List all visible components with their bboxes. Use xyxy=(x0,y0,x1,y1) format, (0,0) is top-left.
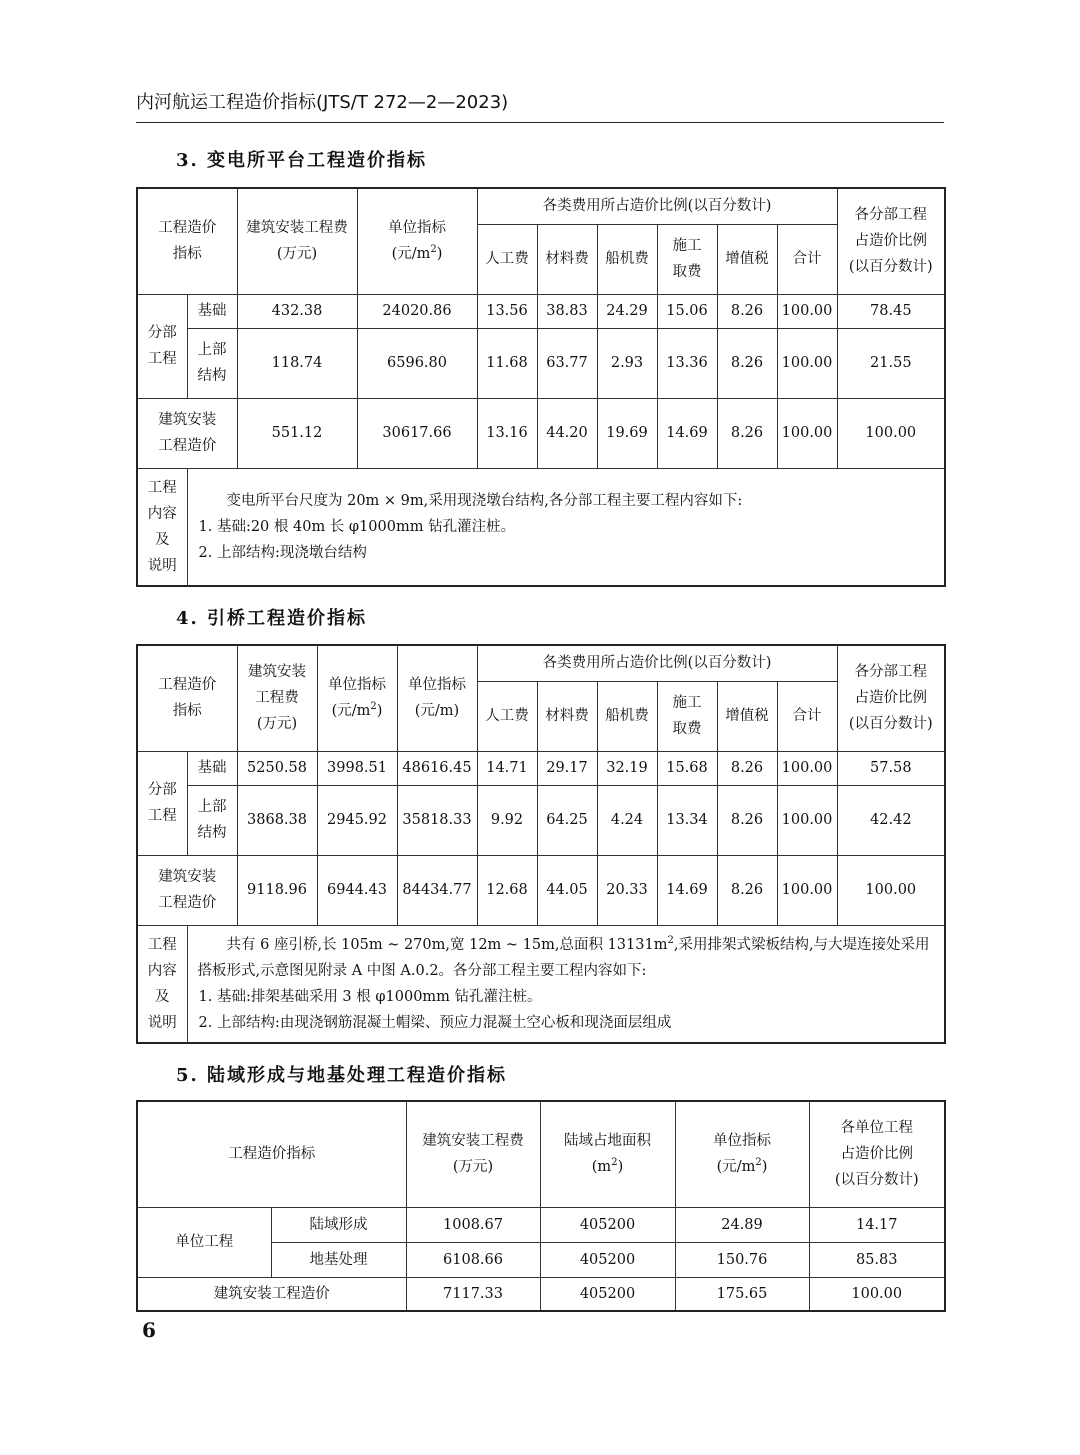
cell-machine: 2.93 xyxy=(597,328,657,398)
cell-cost: 551.12 xyxy=(237,398,357,468)
table-total-row xyxy=(137,1277,945,1311)
header-vat: 增值税 xyxy=(717,681,777,751)
cell-fee: 14.69 xyxy=(657,398,717,468)
cell-material: 44.20 xyxy=(537,398,597,468)
table-row xyxy=(137,751,945,785)
notes-text xyxy=(187,925,945,1043)
cell-total: 100.00 xyxy=(777,785,837,855)
header-total: 合计 xyxy=(777,224,837,294)
section-4-title: 4. 引桥工程造价指标 xyxy=(176,608,368,629)
cell-area: 405200 xyxy=(540,1207,675,1242)
cell-material: 63.77 xyxy=(537,328,597,398)
notes-line: 共有 6 座引桥,长 105m ~ 270m,宽 12m ~ 15m,总面积 $13131m^2$,采用排架式梁板结构,与大堤连接处采用搭板形式,示意图见附录 A 中图 A.0.2。各分部工程主要工程内容如下: xyxy=(197,934,930,979)
cell-total: 100.00 xyxy=(777,751,837,785)
section-3-title: 3. 变电所平台工程造价指标 xyxy=(176,150,428,171)
header-cost-ratio-group: 各类费用所占造价比例(以百分数计) xyxy=(477,188,837,224)
cell-cost: 432.38 xyxy=(237,294,357,328)
cell-labor: 11.68 xyxy=(477,328,537,398)
cell-fee: 15.06 xyxy=(657,294,717,328)
cell-cost: 1008.67 xyxy=(406,1207,540,1242)
cell-share: 100.00 xyxy=(837,398,945,468)
cell-vat: 8.26 xyxy=(717,294,777,328)
cell-share: 21.55 xyxy=(837,328,945,398)
header-total: 合计 xyxy=(777,681,837,751)
header-material: 材料费 xyxy=(537,681,597,751)
cell-material: 64.25 xyxy=(537,785,597,855)
cell-unit: 6944.43 xyxy=(317,855,397,925)
cell-unit: 2945.92 xyxy=(317,785,397,855)
header-install-cost: 建筑安装 工程费 (万元) xyxy=(237,645,317,751)
table-total-row xyxy=(137,855,945,925)
cell-material: 29.17 xyxy=(537,751,597,785)
cell-fee: 14.69 xyxy=(657,855,717,925)
header-unit-index-length: 单位指标 (元/m) xyxy=(397,645,477,751)
cell-total: 100.00 xyxy=(777,855,837,925)
cell-labor: 14.71 xyxy=(477,751,537,785)
row-label: 基础 xyxy=(187,294,237,328)
row-label: 上部 结构 xyxy=(187,785,237,855)
table-substation-platform xyxy=(136,187,946,587)
group-label: 单位工程 xyxy=(137,1207,271,1277)
group-label: 分部 工程 xyxy=(137,751,187,855)
cell-share: 42.42 xyxy=(837,785,945,855)
cell-cost: 5250.58 xyxy=(237,751,317,785)
cell-share: 100.00 xyxy=(837,855,945,925)
cell-vat: 8.26 xyxy=(717,328,777,398)
header-install-cost: 建筑安装工程费 (万元) xyxy=(237,188,357,294)
cell-machine: 19.69 xyxy=(597,398,657,468)
header-construction-fee: 施工 取费 xyxy=(657,681,717,751)
header-subproject-share: 各分部工程 占造价比例 (以百分数计) xyxy=(837,645,945,751)
cell-share: 85.83 xyxy=(809,1242,945,1277)
header-cost-index: 工程造价指标 xyxy=(137,1101,406,1207)
header-machine: 船机费 xyxy=(597,224,657,294)
header-machine: 船机费 xyxy=(597,681,657,751)
cell-area: 405200 xyxy=(540,1242,675,1277)
cell-cost: 6108.66 xyxy=(406,1242,540,1277)
cell-vat: 8.26 xyxy=(717,751,777,785)
row-label: 地基处理 xyxy=(271,1242,406,1277)
page-number: 6 xyxy=(142,1318,156,1342)
group-label: 分部 工程 xyxy=(137,294,187,398)
header-rule xyxy=(136,122,944,123)
row-label: 建筑安装 工程造价 xyxy=(137,398,237,468)
header-unit-index: 单位指标 (元$/m^2$) xyxy=(675,1101,809,1207)
cell-unit: 30617.66 xyxy=(357,398,477,468)
cell-share: 78.45 xyxy=(837,294,945,328)
cell-fee: 13.34 xyxy=(657,785,717,855)
header-labor: 人工费 xyxy=(477,224,537,294)
cell-total: 100.00 xyxy=(777,294,837,328)
header-subproject-share: 各分部工程 占造价比例 (以百分数计) xyxy=(837,188,945,294)
header-unit-share: 各单位工程 占造价比例 (以百分数计) xyxy=(809,1101,945,1207)
cell-cost: 118.74 xyxy=(237,328,357,398)
cell-machine: 20.33 xyxy=(597,855,657,925)
cell-vat: 8.26 xyxy=(717,855,777,925)
cell-unit: 6596.80 xyxy=(357,328,477,398)
cell-cost: 9118.96 xyxy=(237,855,317,925)
cell-unit: 175.65 xyxy=(675,1277,809,1311)
row-label: 陆域形成 xyxy=(271,1207,406,1242)
cell-labor: 9.92 xyxy=(477,785,537,855)
header-land-area: 陆域占地面积 $(m^2)$ xyxy=(540,1101,675,1207)
table-approach-bridge xyxy=(136,644,946,1044)
cell-labor: 13.56 xyxy=(477,294,537,328)
header-cost-index: 工程造价 指标 xyxy=(137,645,237,751)
table-row xyxy=(137,1207,945,1242)
cell-vat: 8.26 xyxy=(717,398,777,468)
header-material: 材料费 xyxy=(537,224,597,294)
cell-total: 100.00 xyxy=(777,398,837,468)
cell-fee: 15.68 xyxy=(657,751,717,785)
cell-unit: 150.76 xyxy=(675,1242,809,1277)
cell-vat: 8.26 xyxy=(717,785,777,855)
cell-unit: 24.89 xyxy=(675,1207,809,1242)
row-label: 建筑安装工程造价 xyxy=(137,1277,406,1311)
cell-unit-length: 35818.33 xyxy=(397,785,477,855)
running-header: 内河航运工程造价指标(JTS/T 272—2—2023) xyxy=(136,92,509,113)
table-notes-row xyxy=(137,468,945,586)
notes-label: 工程 内容 及 说明 xyxy=(137,468,187,586)
notes-line: 1. 基础:排架基础采用 3 根 φ1000mm 钻孔灌注桩。 xyxy=(198,988,542,1005)
table-row xyxy=(137,785,945,855)
cell-unit: 3998.51 xyxy=(317,751,397,785)
cell-unit-length: 84434.77 xyxy=(397,855,477,925)
header-construction-fee: 施工 取费 xyxy=(657,224,717,294)
table-land-formation xyxy=(136,1100,946,1312)
cell-machine: 32.19 xyxy=(597,751,657,785)
cell-unit-length: 48616.45 xyxy=(397,751,477,785)
row-label: 上部 结构 xyxy=(187,328,237,398)
header-vat: 增值税 xyxy=(717,224,777,294)
notes-line: 变电所平台尺度为 20m × 9m,采用现浇墩台结构,各分部工程主要工程内容如下: xyxy=(226,492,743,509)
table-row xyxy=(137,328,945,398)
header-unit-index-area: 单位指标 (元$/m^2$) xyxy=(317,645,397,751)
row-label: 建筑安装 工程造价 xyxy=(137,855,237,925)
cell-share: 14.17 xyxy=(809,1207,945,1242)
header-unit-index: 单位指标 (元$/m^2$) xyxy=(357,188,477,294)
cell-share: 100.00 xyxy=(809,1277,945,1311)
table-header-row xyxy=(137,188,945,224)
cell-cost: 3868.38 xyxy=(237,785,317,855)
section-5-title: 5. 陆域形成与地基处理工程造价指标 xyxy=(176,1065,508,1086)
notes-label: 工程 内容 及 说明 xyxy=(137,925,187,1043)
header-cost-index: 工程造价 指标 xyxy=(137,188,237,294)
header-labor: 人工费 xyxy=(477,681,537,751)
cell-labor: 13.16 xyxy=(477,398,537,468)
cell-area: 405200 xyxy=(540,1277,675,1311)
table-notes-row xyxy=(137,925,945,1043)
notes-text xyxy=(187,468,945,586)
header-install-cost: 建筑安装工程费 (万元) xyxy=(406,1101,540,1207)
cell-material: 38.83 xyxy=(537,294,597,328)
notes-line: 2. 上部结构:现浇墩台结构 xyxy=(198,544,367,561)
table-header-row xyxy=(137,645,945,681)
notes-line: 1. 基础:20 根 40m 长 φ1000mm 钻孔灌注桩。 xyxy=(198,518,516,535)
cell-total: 100.00 xyxy=(777,328,837,398)
cell-machine: 24.29 xyxy=(597,294,657,328)
cell-cost: 7117.33 xyxy=(406,1277,540,1311)
cell-fee: 13.36 xyxy=(657,328,717,398)
row-label: 基础 xyxy=(187,751,237,785)
cell-material: 44.05 xyxy=(537,855,597,925)
cell-unit: 24020.86 xyxy=(357,294,477,328)
cell-share: 57.58 xyxy=(837,751,945,785)
header-cost-ratio-group: 各类费用所占造价比例(以百分数计) xyxy=(477,645,837,681)
table-header-row xyxy=(137,1101,945,1207)
table-row xyxy=(137,294,945,328)
cell-machine: 4.24 xyxy=(597,785,657,855)
cell-labor: 12.68 xyxy=(477,855,537,925)
table-total-row xyxy=(137,398,945,468)
notes-line: 2. 上部结构:由现浇钢筋混凝土帽梁、预应力混凝土空心板和现浇面层组成 xyxy=(198,1014,672,1031)
